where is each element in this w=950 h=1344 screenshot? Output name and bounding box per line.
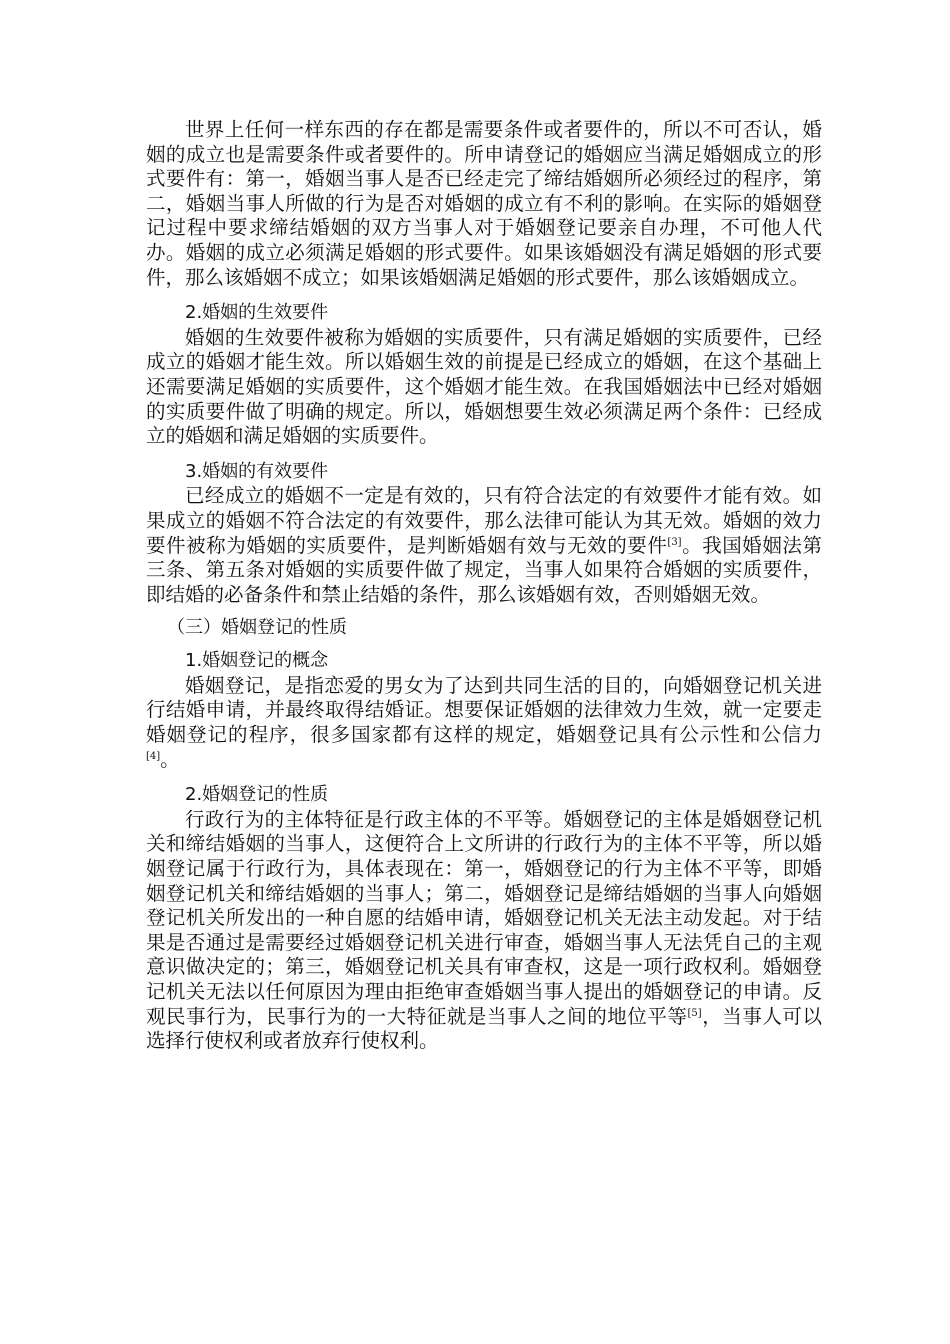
paragraph-validity-requirements	[146, 484, 822, 607]
heading-registration-nature: 2.婚姻登记的性质	[185, 784, 329, 806]
paragraph-effective-requirements: 婚姻的生效要件被称为婚姻的实质要件，只有满足婚姻的实质要件，已经成立的婚姻才能生效。所以婚姻生效的前提是已经成立的婚姻，在这个基础上还需要满足婚姻的实质要件，这个婚姻才能生效。在我国婚姻法中已经对婚姻的实质要件做了明确的规定。所以，婚姻想要生效必须满足两个条件：已经成立的婚姻和满足婚姻的实质要件。	[146, 325, 822, 448]
section-heading-registration-nature: （三）婚姻登记的性质	[167, 617, 347, 639]
heading-registration-concept: 1.婚姻登记的概念	[185, 650, 329, 672]
citation-5: [5]	[687, 1007, 702, 1019]
paragraph-registration-concept	[146, 674, 822, 772]
text-segment: 婚姻登记，是指恋爱的男女为了达到共同生活的目的，向婚姻登记机关进行结婚申请，并最终取得结婚证。想要保证婚姻的法律效力生效，就一定要走婚姻登记的程序，很多国家都有这样的规定，婚姻登记具有公示性和公信力	[146, 673, 822, 747]
paragraph-registration-nature	[146, 808, 822, 1054]
text-segment: 行政行为的主体特征是行政主体的不平等。婚姻登记的主体是婚姻登记机关和缔结婚姻的当事人，这便符合上文所讲的行政行为的主体不平等，所以婚姻登记属于行政行为，具体表现在：第一，婚姻登记的行为主体不平等，即婚姻登记机关和缔结婚姻的当事人；第二，婚姻登记是缔结婚姻的当事人向婚姻登记机关所发出的一种自愿的结婚申请，婚姻登记机关无法主动发起。对于结果是否通过是需要经过婚姻登记机关进行审查，婚姻当事人无法凭自己的主观意识做决定的；第三，婚姻登记机关具有审查权，这是一项行政权利。婚姻登记机关无法以任何原因为理由拒绝审查婚姻当事人提出的婚姻登记的申请。反观民事行为，民事行为的一大特征就是当事人之间的地位平等	[146, 807, 822, 1028]
citation-4: [4]	[146, 750, 161, 762]
text-segment: 。	[160, 747, 180, 771]
document-page	[146, 118, 822, 1054]
heading-validity-requirements: 3.婚姻的有效要件	[185, 460, 329, 482]
text-segment: ，当事人可以选择行使权利或者放弃行使权利。	[146, 1004, 822, 1053]
heading-effective-requirements: 2.婚姻的生效要件	[185, 302, 329, 324]
text-segment: 已经成立的婚姻不一定是有效的，只有符合法定的有效要件才能有效。如果成立的婚姻不符合法定的有效要件，那么法律可能认为其无效。婚姻的效力要件被称为婚姻的实质要件，是判断婚姻有效与无效的要件	[146, 484, 822, 557]
paragraph-formal-requirements: 世界上任何一样东西的存在都是需要条件或者要件的，所以不可否认，婚姻的成立也是需要条件或者要件的。所申请登记的婚姻应当满足婚姻成立的形式要件有：第一，婚姻当事人是否已经走完了缔结婚姻所必须经过的程序，第二，婚姻当事人所做的行为是否对婚姻的成立有不利的影响。在实际的婚姻登记过程中要求缔结婚姻的双方当事人对于婚姻登记要亲自办理，不可他人代办。婚姻的成立必须满足婚姻的形式要件。如果该婚姻没有满足婚姻的形式要件，那么该婚姻不成立；如果该婚姻满足婚姻的形式要件，那么该婚姻成立。	[146, 118, 822, 289]
citation-3: [3]	[667, 536, 682, 548]
text-segment: 。我国婚姻法第三条、第五条对婚姻的实质要件做了规定，当事人如果符合婚姻的实质要件，即结婚的必备条件和禁止结婚的条件，那么该婚姻有效，否则婚姻无效。	[146, 533, 822, 606]
